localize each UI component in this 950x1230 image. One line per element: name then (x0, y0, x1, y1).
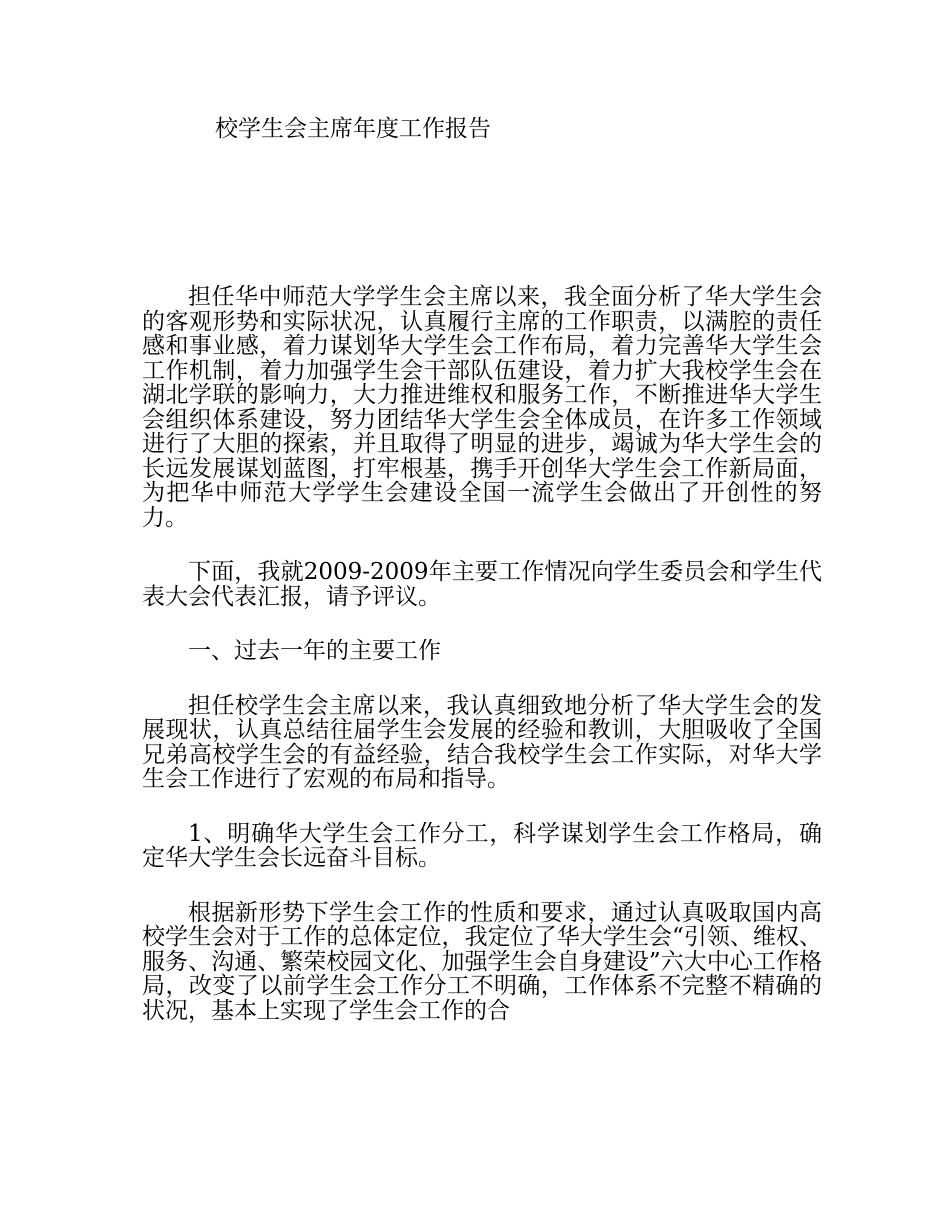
paragraph-report-statement: 下面，我就2009-2009年主要工作情况向学生委员会和学生代表大会代表汇报，请予评议。 (142, 559, 822, 610)
subheading-division-of-work: 1、明确华大学生会工作分工，科学谋划学生会工作格局，确定华大学生会长远奋斗目标。 (142, 820, 822, 871)
paragraph-overview: 担任校学生会主席以来，我认真细致地分析了华大学生会的发展现状，认真总结往届学生会发展的经验和教训，大胆吸收了全国兄弟高校学生会的有益经验，结合我校学生会工作实际，对华大学生会工作进行了宏观的布局和指导。 (142, 692, 822, 792)
paragraph-intro: 担任华中师范大学学生会主席以来，我全面分析了华大学生会的客观形势和实际状况，认真履行主席的工作职责，以满腔的责任感和事业感，着力谋划华大学生会工作布局，着力完善华大学生会工作机制，着力加强学生会干部队伍建设，着力扩大我校学生会在湖北学联的影响力，大力推进维权和服务工作，不断推进华大学生会组织体系建设，努力团结华大学生会全体成员，在许多工作领域进行了大胆的探索，并且取得了明显的进步，竭诚为华大学生会的长远发展谋划蓝图，打牢根基，携手开创华大学生会工作新局面，为把华中师范大学学生会建设全国一流学生会做出了开创性的努力。 (142, 284, 822, 531)
paragraph-work-layout: 根据新形势下学生会工作的性质和要求，通过认真吸取国内高校学生会对于工作的总体定位，我定位了华大学生会“引领、维权、服务、沟通、繁荣校园文化、加强学生会自身建设”六大中心工作格局，改变了以前学生会工作分工不明确，工作体系不完整不精确的状况，基本上实现了学生会工作的合 (142, 899, 822, 1024)
document-body (142, 285, 822, 1053)
section-heading-main-work: 一、过去一年的主要工作 (188, 638, 441, 664)
document-title: 校学生会主席年度工作报告 (215, 116, 491, 142)
